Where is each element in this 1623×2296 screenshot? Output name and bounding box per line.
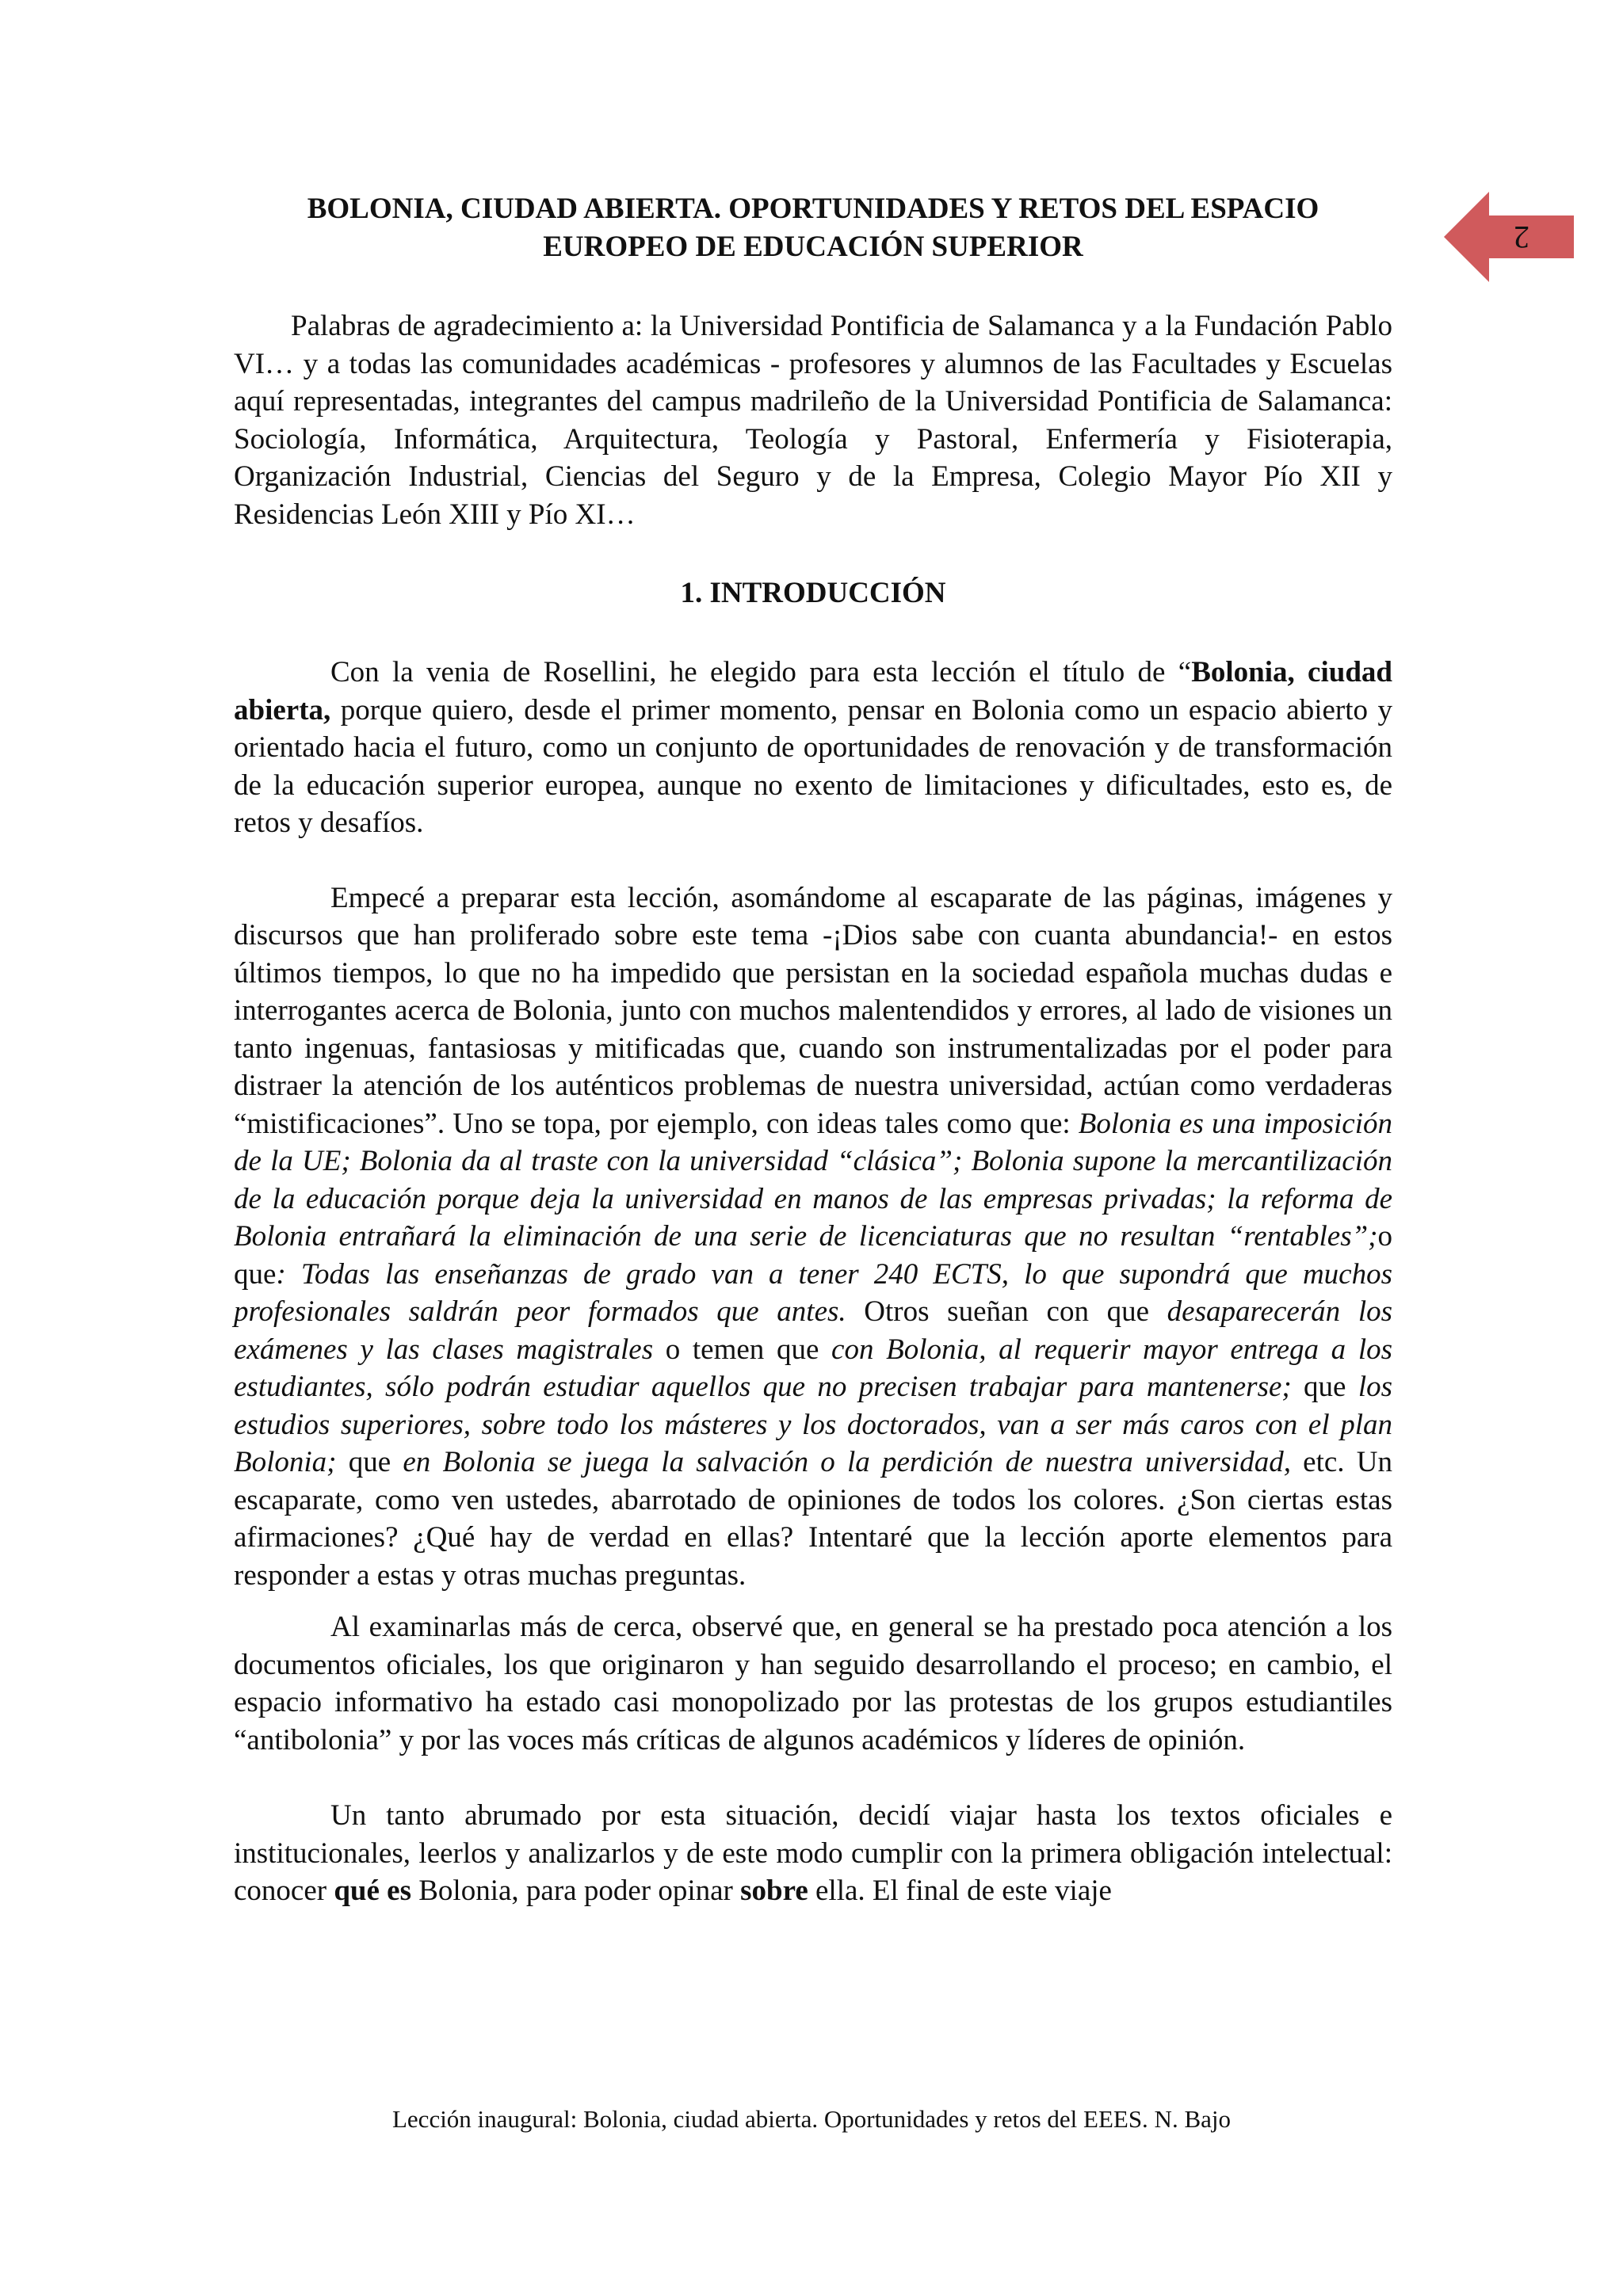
paragraph-2-text-5: que [1291,1371,1358,1403]
paragraph-1-text-a: Con la venia de Rosellini, he elegido para esta lección el título de “ [330,656,1192,688]
title-line-2: EUROPEO DE EDUCACIÓN SUPERIOR [543,231,1083,263]
page-number: 2 [1514,219,1529,255]
title-line-1: BOLONIA, CIUDAD ABIERTA. OPORTUNIDADES Y RETOS DEL ESPACIO [307,193,1319,225]
paragraph-2-italic-1: Bolonia es una imposición de la UE; Bolonia da al traste con la universidad “clásica”; Bolonia supone la mercantilización de la educación porque deja la universidad en manos de las empresas privadas; la reforma de Bolonia entrañará la eliminación de una serie de licenciaturas que no resultan “rentables”; [234,1107,1392,1253]
paragraph-2-text-4: o temen que [653,1333,832,1366]
paragraph-2-italic-3: desaparecerán los exámenes y las clases magistrales [234,1295,1393,1366]
paragraph-4-text-2: Bolonia, para poder opinar [411,1875,741,1907]
paragraph-2-text-7: etc. Un escaparate, como ven ustedes, abarrotado de opiniones de todos los colores. ¿Son ciertas estas afirmaciones? ¿Qué hay de verdad en ellas? Intentaré que la lección aporte elementos para responder a estas y otras muchas preguntas. [234,1446,1392,1592]
section-heading: 1. INTRODUCCIÓN [680,577,946,609]
page-footer: Lección inaugural: Bolonia, ciudad abierta. Oportunidades y retos del EEES. N. Bajo [391,2105,1231,2133]
paragraph-2-text-1: Empecé a preparar esta lección, asomándome al escaparate de las páginas, imágenes y discursos que han proliferado sobre este tema -¡Dios sabe con cuanta abundancia!- en estos últimos tiempos, lo que no ha impedido que persistan en la sociedad española muchas dudas e interrogantes acerca de Bolonia, junto con muchos malentendidos y errores, al lado de visiones un tanto ingenuas, fantasiosas y mitificadas que, cuando son instrumentalizadas por el poder para distraer la atención de los auténticos problemas de nuestra universidad, actúan como verdaderas “mistificaciones”. Uno se topa, por ejemplo, con ideas tales como que: [234,881,1392,1140]
paragraph-4-bold-2: sobre [740,1875,808,1907]
paragraph-2-text-6: que [336,1446,403,1478]
paragraph-2-text-2: o que [234,1220,1392,1291]
paragraph-4-bold-1: qué es [334,1875,411,1907]
document-body [234,190,1392,1910]
paragraph-4 [234,1797,1392,1910]
paragraph-3: Al examinarlas más de cerca, observé que, en general se ha prestado poca atención a los documentos oficiales, los que originaron y han seguido desarrollando el proceso; en cambio, el espacio informativo ha estado casi monopolizado por las protestas de los grupos estudiantiles “antibolonia” y por las voces más críticas de algunos académicos y líderes de opinión. [234,1611,1392,1756]
paragraph-2-italic-4: con Bolonia, al requerir mayor entrega a los estudiantes, sólo podrán estudiar aquellos que no precisen trabajar para mantenerse; [234,1333,1392,1403]
paragraph-2-italic-6: en Bolonia se juega la salvación o la perdición de nuestra universidad, [403,1446,1291,1478]
paragraph-2-text-3: Otros sueñan con que [846,1295,1167,1328]
paragraph-4-text-1: Un tanto abrumado por esta situación, decidí viajar hasta los textos oficiales e institucionales, leerlos y analizarlos y de este modo cumplir con la primera obligación intelectual: conocer [234,1799,1392,1907]
paragraph-2-italic-2: : Todas las enseñanzas de grado van a tener 240 ECTS, lo que supondrá que muchos profesionales saldrán peor formados que antes. [234,1257,1392,1328]
paragraph-4-text-3: ella. El final de este viaje [808,1875,1112,1907]
document-title [234,190,1392,266]
acknowledgement-paragraph: Palabras de agradecimiento a: la Universidad Pontificia de Salamanca y a la Fundación Pablo VI… y a todas las comunidades académicas - profesores y alumnos de las Facultades y Escuelas aquí representadas, integrantes del campus madrileño de la Universidad Pontificia de Salamanca: Sociología, Informática, Arquitectura, Teología y Pastoral, Enfermería y Fisioterapia, Organización Industrial, Ciencias del Seguro y de la Empresa, Colegio Mayor Pío XII y Residencias León XIII y Pío XI… [234,310,1392,531]
paragraph-2 [234,879,1392,1595]
paragraph-1-text-b: porque quiero, desde el primer momento, pensar en Bolonia como un espacio abierto y orientado hacia el futuro, como un conjunto de oportunidades de renovación y de transformación de la educación superior europea, aunque no exento de limitaciones y dificultades, esto es, de retos y desafíos. [234,693,1392,839]
paragraph-1-bold: Bolonia, ciudad abierta, [234,656,1392,727]
paragraph-1 [234,654,1392,842]
paragraph-2-italic-5: los estudios superiores, sobre todo los másteres y los doctorados, van a ser más caros con el plan Bolonia; [234,1371,1392,1478]
